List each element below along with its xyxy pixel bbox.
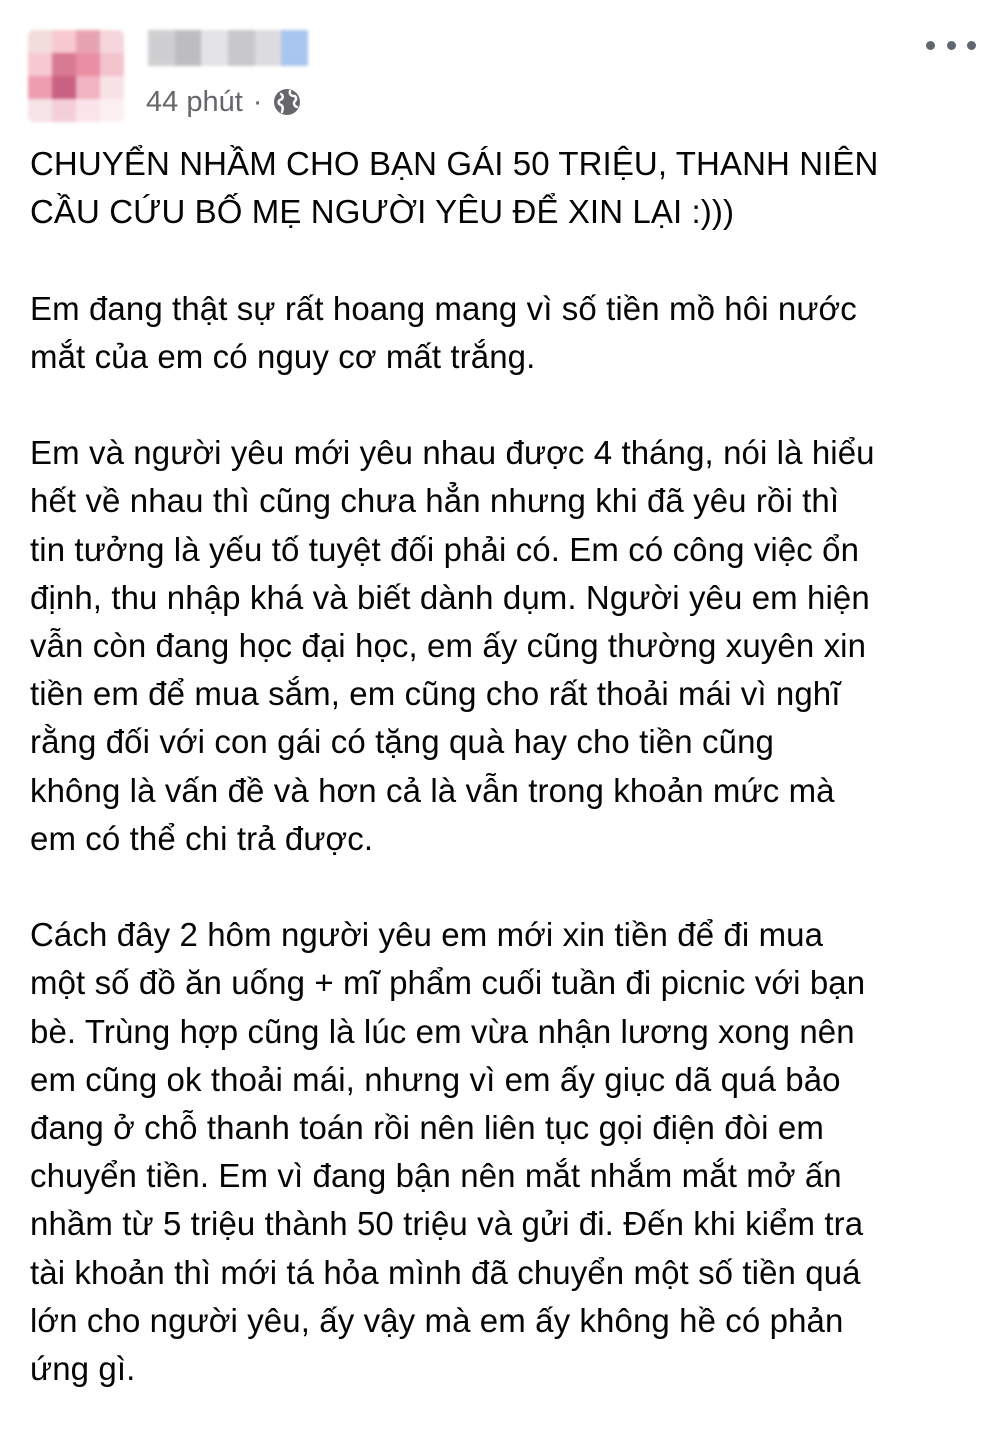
- text-line: một số đồ ăn uống + mĩ phẩm cuối tuần đi picnic với bạn: [30, 964, 866, 1002]
- avatar[interactable]: [28, 30, 124, 122]
- post-paragraph: [30, 911, 975, 1393]
- text-line: tiền em để mua sắm, em cũng cho rất thoải mái vì nghĩ: [30, 675, 841, 713]
- text-line: rằng đối với con gái có tặng quà hay cho tiền cũng: [30, 723, 774, 761]
- text-line: bè. Trùng hợp cũng là lúc em vừa nhận lương xong nên: [30, 1012, 855, 1050]
- text-line: đang ở chỗ thanh toán rồi nên liên tục gọi điện đòi em: [30, 1109, 824, 1147]
- more-horizontal-icon[interactable]: [926, 30, 976, 60]
- text-line: CẦU CỨU BỐ MẸ NGƯỜI YÊU ĐỂ XIN LẠI :))): [30, 193, 735, 231]
- text-line: hết về nhau thì cũng chưa hẳn nhưng khi đã yêu rồi thì: [30, 482, 840, 520]
- globe-icon[interactable]: [272, 87, 302, 117]
- post-paragraph: [30, 429, 975, 863]
- post-time[interactable]: 44 phút: [146, 85, 243, 118]
- post-text: [30, 140, 975, 1434]
- text-line: lớn cho người yêu, ấy vậy mà em ấy không hề có phản: [30, 1301, 844, 1339]
- text-line: Em đang thật sự rất hoang mang vì số tiền mồ hôi nước: [30, 289, 857, 327]
- text-line: không là vấn đề và hơn cả là vẫn trong khoản mức mà: [30, 771, 835, 809]
- post-paragraph: [30, 285, 975, 381]
- text-line: vẫn còn đang học đại học, em ấy cũng thường xuyên xin: [30, 627, 867, 664]
- text-line: Em và người yêu mới yêu nhau được 4 tháng, nói là hiểu: [30, 434, 875, 472]
- text-line: tài khoản thì mới tá hỏa mình đã chuyển một số tiền quá: [30, 1253, 861, 1291]
- text-line: Cách đây 2 hôm người yêu em mới xin tiền để đi mua: [30, 916, 824, 954]
- text-line: chuyển tiền. Em vì đang bận nên mắt nhắm mắt mở ấn: [30, 1157, 842, 1195]
- text-line: CHUYỂN NHẦM CHO BẠN GÁI 50 TRIỆU, THANH NIÊN: [30, 145, 879, 182]
- text-line: ứng gì.: [30, 1350, 136, 1388]
- text-line: nhầm từ 5 triệu thành 50 triệu và gửi đi. Đến khi kiểm tra: [30, 1205, 864, 1243]
- post-paragraph: [30, 140, 975, 236]
- text-line: định, thu nhập khá và biết dành dụm. Người yêu em hiện: [30, 578, 870, 616]
- author-name[interactable]: [148, 30, 308, 66]
- text-line: em cũng ok thoải mái, nhưng vì em ấy giục dã quá bảo: [30, 1060, 841, 1098]
- post-meta: [146, 84, 302, 120]
- text-line: tin tưởng là yếu tố tuyệt đối phải có. Em có công việc ổn: [30, 530, 860, 568]
- meta-separator: ·: [252, 85, 263, 118]
- text-line: em có thể chi trả được.: [30, 819, 374, 857]
- text-line: mắt của em có nguy cơ mất trắng.: [30, 337, 536, 375]
